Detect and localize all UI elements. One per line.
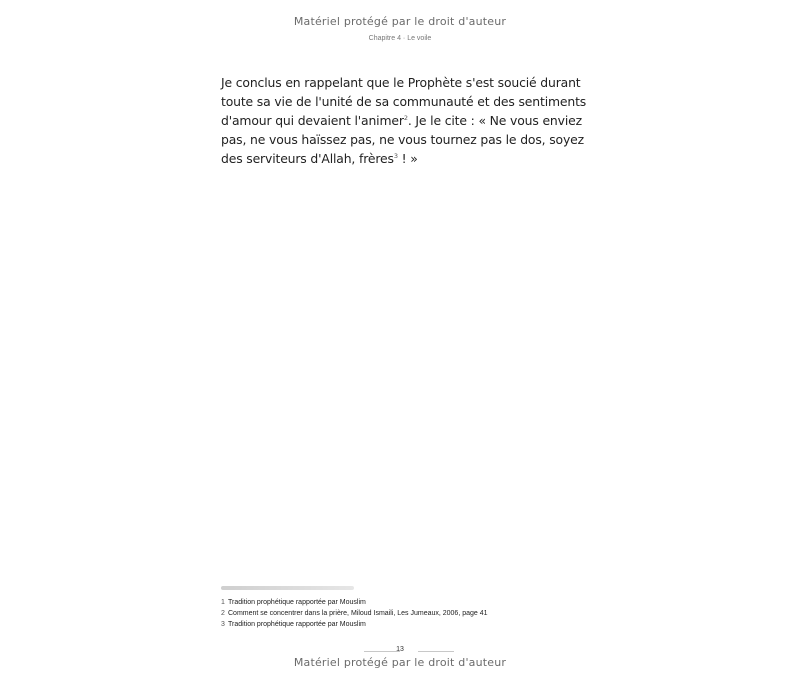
footnote-text: Tradition prophétique rapportée par Mouslim [228,621,366,628]
footnote-number: 1 [221,599,225,606]
footnote-item [221,608,621,619]
footnote-text: Tradition prophétique rapportée par Mouslim [228,599,366,606]
footnote-ref-2[interactable]: 2 [403,114,408,122]
footnote-item [221,597,621,608]
copyright-watermark-top: Matériel protégé par le droit d'auteur [293,15,507,28]
footnote-divider [221,586,354,590]
running-head: Chapitre 4 · Le voile [368,35,432,42]
body-text-part-2: . Je le cite : « Ne vous enviez pas, ne vous haïssez pas, ne vous tournez pas le dos, soyez des serviteurs d'Allah, frères [221,113,584,166]
body-text-part-3: ! » [397,151,418,166]
footnote-text: Comment se concentrer dans la prière, Miloud Ismaili, Les Jumeaux, 2006, page 41 [228,610,488,617]
footnote-ref-3[interactable]: 3 [393,152,398,160]
page-number-row [0,646,800,656]
body-text-part-1: Je conclus en rappelant que le Prophète s'est soucié durant toute sa vie de l'unité de sa communauté et des sentiments d'amour qui devaient l'animer [221,75,587,128]
footnote-item [221,619,621,630]
page-number: 13 [396,646,404,653]
footnote-number: 3 [221,621,225,628]
footnotes-list [221,597,621,630]
body-paragraph [221,73,606,168]
page-number-rule-right [418,651,454,652]
copyright-watermark-bottom: Matériel protégé par le droit d'auteur [293,656,507,669]
footnote-number: 2 [221,610,225,617]
